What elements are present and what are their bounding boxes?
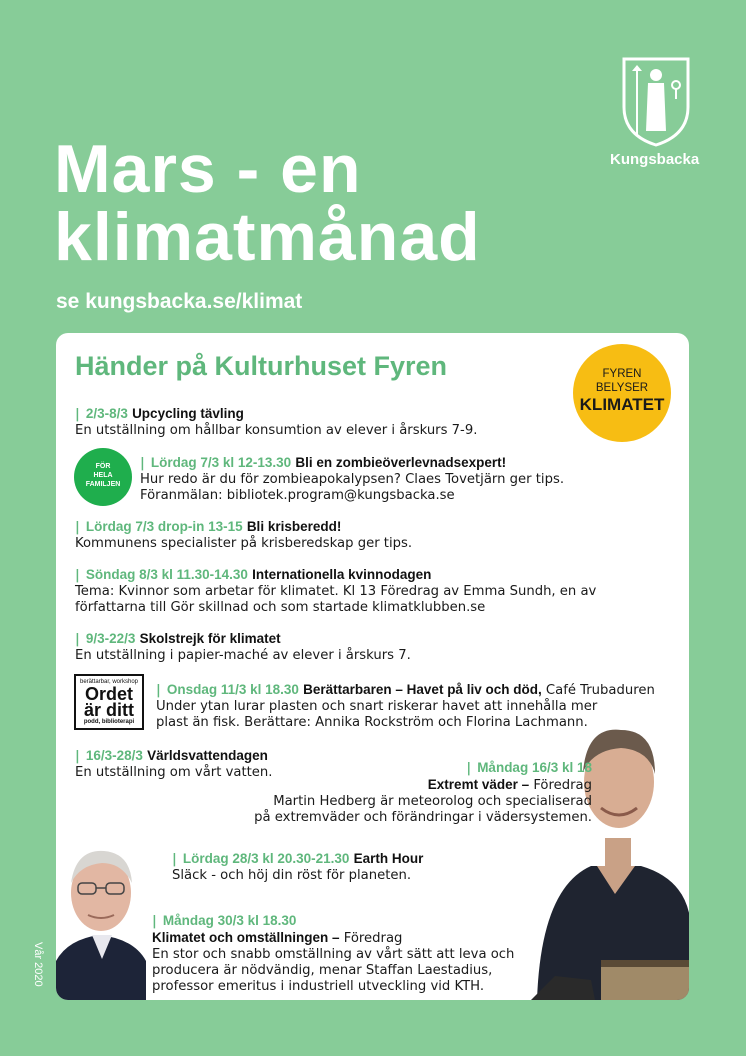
event-name: Bli en zombieöverlevnadsexpert! <box>295 455 507 470</box>
fyren-badge-line2: BELYSER <box>595 382 649 394</box>
divider-bar: | <box>156 683 161 698</box>
event-desc: Släck - och höj din röst för planeten. <box>172 868 412 883</box>
event-desc: på extremväder och förändringar i vädersystemen. <box>254 810 592 825</box>
fyren-badge-line1: FYREN <box>602 368 642 380</box>
event-name: Earth Hour <box>353 851 424 866</box>
event-name: Extremt väder – <box>427 777 530 792</box>
event-name: Upcycling tävling <box>132 406 244 421</box>
divider-bar: | <box>140 456 145 471</box>
divider-bar: | <box>152 914 157 929</box>
event-desc: professor emeritus i industriell utveckling vid KTH. <box>152 979 485 994</box>
divider-bar: | <box>466 761 472 776</box>
event-date: Lördag 28/3 kl 20.30-21.30 <box>182 851 350 866</box>
event-item <box>254 760 592 826</box>
kungsbacka-logo <box>610 55 702 175</box>
divider-bar: | <box>172 852 177 867</box>
event-desc: En utställning i papier-maché av elever i årskurs 7. <box>75 648 411 663</box>
divider-bar: | <box>75 520 80 535</box>
event-desc: producera är nödvändig, menar Staffan Laestadius, <box>152 963 493 978</box>
event-date: Måndag 30/3 kl 18.30 <box>162 913 297 928</box>
event-desc: En stor och snabb omställning av vårt sätt att leva och <box>152 947 515 962</box>
ordet-logo-line2: är ditt <box>83 700 134 720</box>
event-item <box>75 406 477 439</box>
event-desc: Föranmälan: bibliotek.program@kungsbacka.se <box>140 488 455 503</box>
ordet-ar-ditt-logo <box>74 674 144 730</box>
logo-text: Kungsbacka <box>610 151 700 168</box>
coat-of-arms-icon <box>610 55 702 147</box>
event-date: Lördag 7/3 kl 12-13.30 <box>150 455 292 470</box>
fyren-badge-line3: KLIMATET <box>579 395 665 414</box>
event-desc: Tema: Kvinnor som arbetar för klimatet. Kl 13 Föredrag av Emma Sundh, en av <box>75 584 597 599</box>
divider-bar: | <box>75 749 80 764</box>
divider-bar: | <box>75 407 80 422</box>
event-desc: Kommunens specialister på krisberedskap ger tips. <box>75 536 413 551</box>
poster-subtitle-link[interactable]: se kungsbacka.se/klimat <box>56 290 303 313</box>
event-date: Måndag 16/3 kl 18 <box>477 760 592 775</box>
event-desc: En utställning om hållbar konsumtion av elever i årskurs 7-9. <box>75 423 478 438</box>
event-card <box>56 333 689 1000</box>
event-desc: Under ytan lurar plasten och snart riskerar havet att innehålla mer <box>156 699 598 714</box>
photo-martin-hedberg <box>531 698 689 1000</box>
event-desc: plast än fisk. Berättare: Annika Rockström och Florina Lachmann. <box>156 715 588 730</box>
event-date: Lördag 7/3 drop-in 13-15 <box>85 519 243 534</box>
divider-bar: | <box>75 632 80 647</box>
event-item <box>172 851 423 884</box>
event-date: 16/3-28/3 <box>85 748 143 763</box>
event-type: Föredrag <box>533 778 592 793</box>
event-date: 9/3-22/3 <box>85 631 136 646</box>
event-item <box>75 519 412 552</box>
event-date: Onsdag 11/3 kl 18.30 <box>166 682 299 697</box>
for-hela-familjen-badge <box>74 448 132 506</box>
card-title: Händer på Kulturhuset Fyren <box>75 351 448 381</box>
ordet-logo-top: berättarbar, workshop <box>79 679 139 685</box>
event-desc: En utställning om vårt vatten. <box>75 765 273 780</box>
ordet-logo-bottom: podd, biblioterapi <box>83 719 135 725</box>
event-desc: författarna till Gör skillnad och som startade klimatklubben.se <box>75 600 486 615</box>
event-name: Bli krisberedd! <box>246 519 342 534</box>
event-desc: Martin Hedberg är meteorolog och specialiserad <box>273 794 592 809</box>
photo-staffan-laestadius <box>56 843 146 1000</box>
event-name: Internationella kvinnodagen <box>252 567 432 582</box>
event-date: 2/3-8/3 <box>85 406 128 421</box>
event-item <box>75 631 411 664</box>
season-label: Vår 2020 <box>32 942 44 987</box>
event-type: Föredrag <box>343 931 403 946</box>
event-item <box>75 748 272 781</box>
family-badge-line1: FÖR <box>95 463 111 470</box>
event-item <box>140 455 564 504</box>
event-item <box>152 913 514 995</box>
event-location: Café Trubaduren <box>545 683 655 698</box>
family-badge-line3: FAMILJEN <box>85 481 121 488</box>
event-name: Skolstrejk för klimatet <box>139 631 281 646</box>
event-name: Klimatet och omställningen – <box>152 930 340 945</box>
divider-bar: | <box>75 568 80 583</box>
event-desc: Hur redo är du för zombieapokalypsen? Claes Tovetjärn ger tips. <box>140 472 565 487</box>
event-item <box>75 567 596 616</box>
family-badge-line2: HELA <box>93 472 113 479</box>
poster-title-line2: klimatmånad <box>54 199 481 275</box>
event-date: Söndag 8/3 kl 11.30-14.30 <box>85 567 248 582</box>
poster-title-line1: Mars - en <box>54 131 362 207</box>
event-name: Berättarbaren – Havet på liv och död, <box>303 682 542 697</box>
ordet-logo-line1: Ordet <box>84 684 133 704</box>
event-name: Världsvattendagen <box>147 748 268 763</box>
fyren-belyser-badge <box>573 344 671 442</box>
